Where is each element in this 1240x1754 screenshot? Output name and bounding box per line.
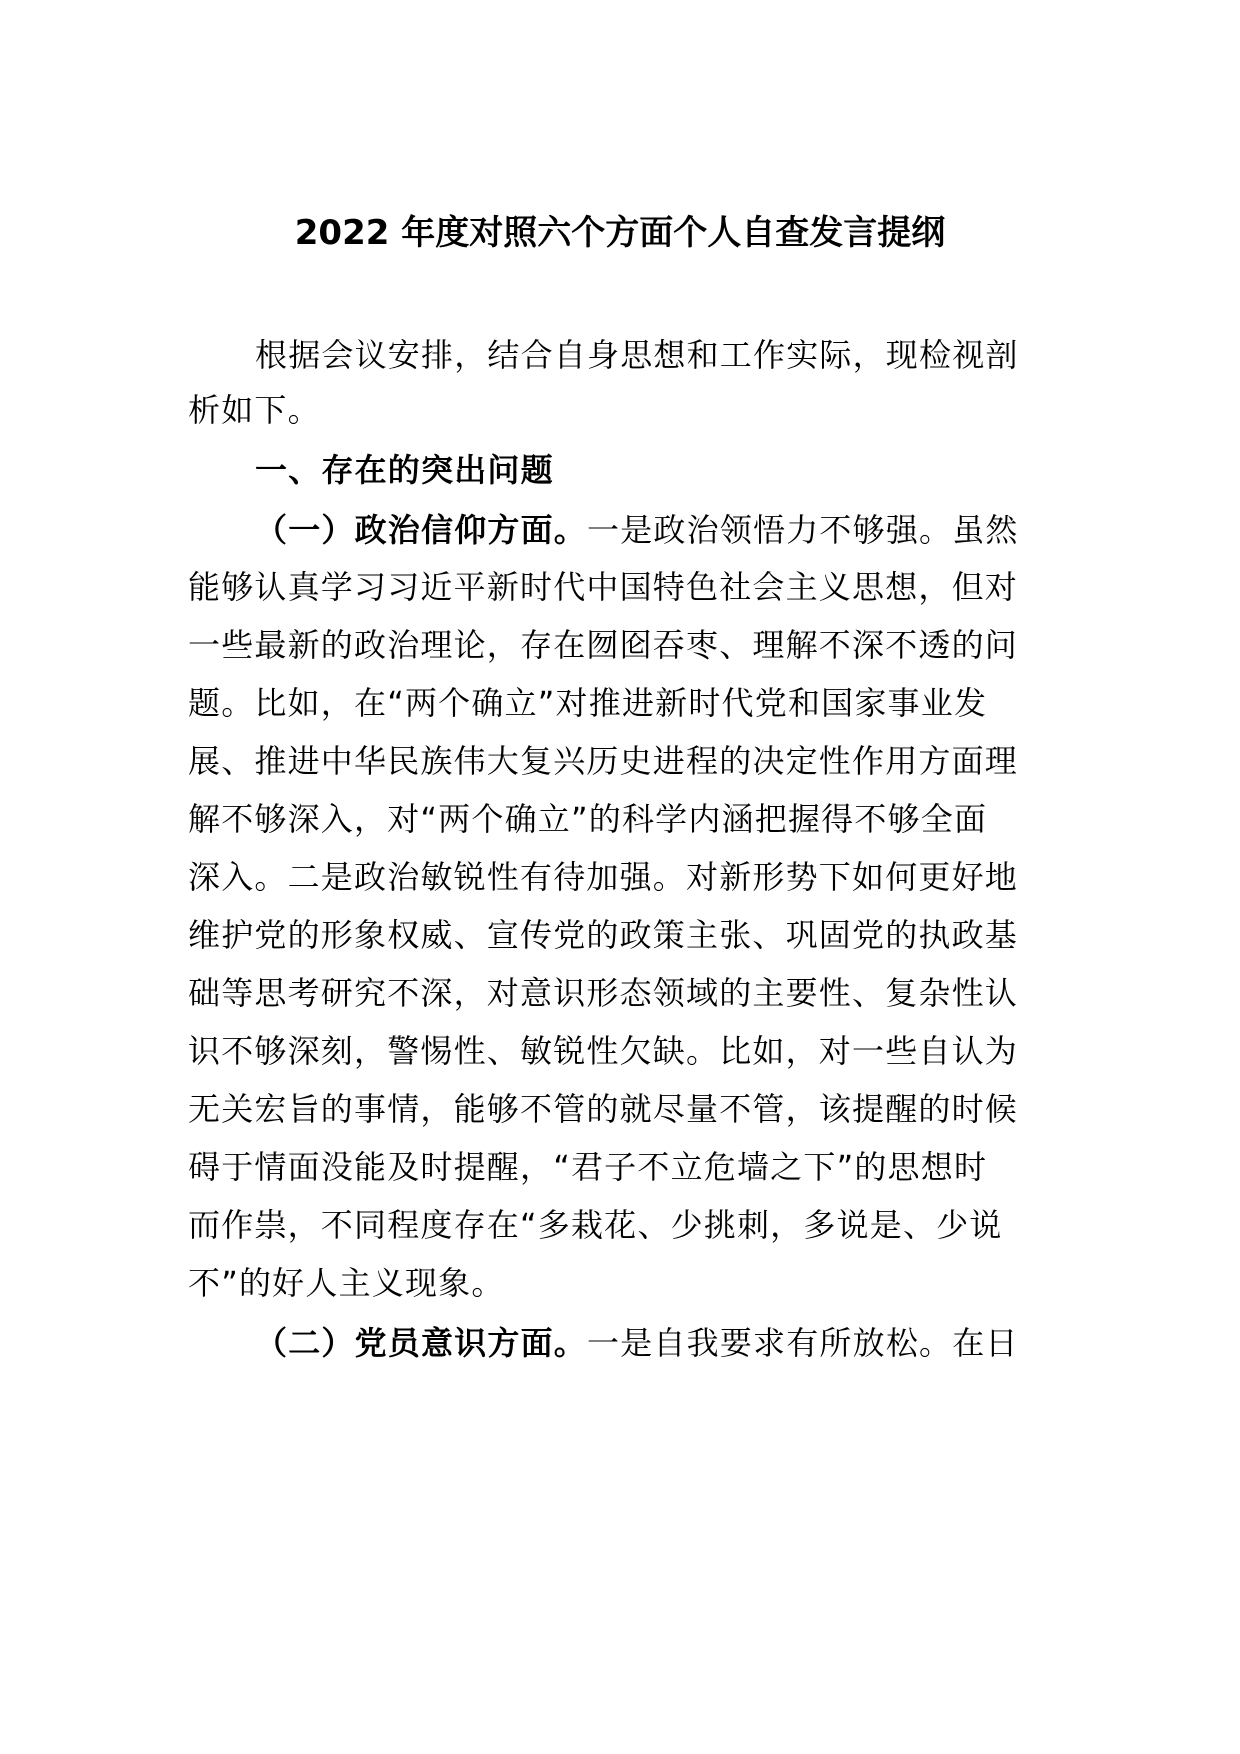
paragraph-line: 识不够深刻，警惕性、敏锐性欠缺。比如，对一些自认为 (188, 1032, 1019, 1070)
paragraph-text: 一是自我要求有所放松。在日 (587, 1324, 1019, 1362)
paragraph-line: 题。比如，在“两个确立”对推进新时代党和国家事业发 (188, 684, 988, 722)
paragraph-text: 一是政治领悟力不够强。虽然 (587, 511, 1019, 549)
paragraph-line: 础等思考研究不深，对意识形态领域的主要性、复杂性认 (188, 974, 1019, 1012)
paragraph-line: 能够认真学习习近平新时代中国特色社会主义思想，但对 (188, 568, 1019, 606)
intro-line: 析如下。 (188, 391, 321, 429)
paragraph-line: 解不够深入，对“两个确立”的科学内涵把握得不够全面 (188, 800, 988, 838)
paragraph-line: 深入。二是政治敏锐性有待加强。对新形势下如何更好地 (188, 858, 1019, 896)
paragraph-line: 一些最新的政治理论，存在囫囵吞枣、理解不深不透的问 (188, 626, 1019, 664)
paragraph-line (255, 1318, 1135, 1368)
subsection-heading: （二）党员意识方面。 (255, 1324, 588, 1362)
paragraph-line: 维护党的形象权威、宣传党的政策主张、巩固党的执政基 (188, 916, 1019, 954)
paragraph-line: 展、推进中华民族伟大复兴历史进程的决定性作用方面理 (188, 742, 1019, 780)
section-heading: 一、存在的突出问题 (255, 451, 554, 489)
document-title: 2022 年度对照六个方面个人自查发言提纲 (294, 213, 946, 253)
intro-line: 根据会议安排，结合自身思想和工作实际，现检视剖 (255, 336, 1019, 374)
paragraph-line: 而作祟，不同程度存在“多栽花、少挑刺，多说是、少说 (188, 1206, 1003, 1244)
paragraph-line (255, 505, 1135, 555)
paragraph-line: 碍于情面没能及时提醒，“君子不立危墙之下”的思想时 (188, 1148, 988, 1186)
subsection-heading: （一）政治信仰方面。 (255, 511, 588, 549)
paragraph-line: 无关宏旨的事情，能够不管的就尽量不管，该提醒的时候 (188, 1090, 1019, 1128)
paragraph-line: 不”的好人主义现象。 (188, 1264, 505, 1302)
